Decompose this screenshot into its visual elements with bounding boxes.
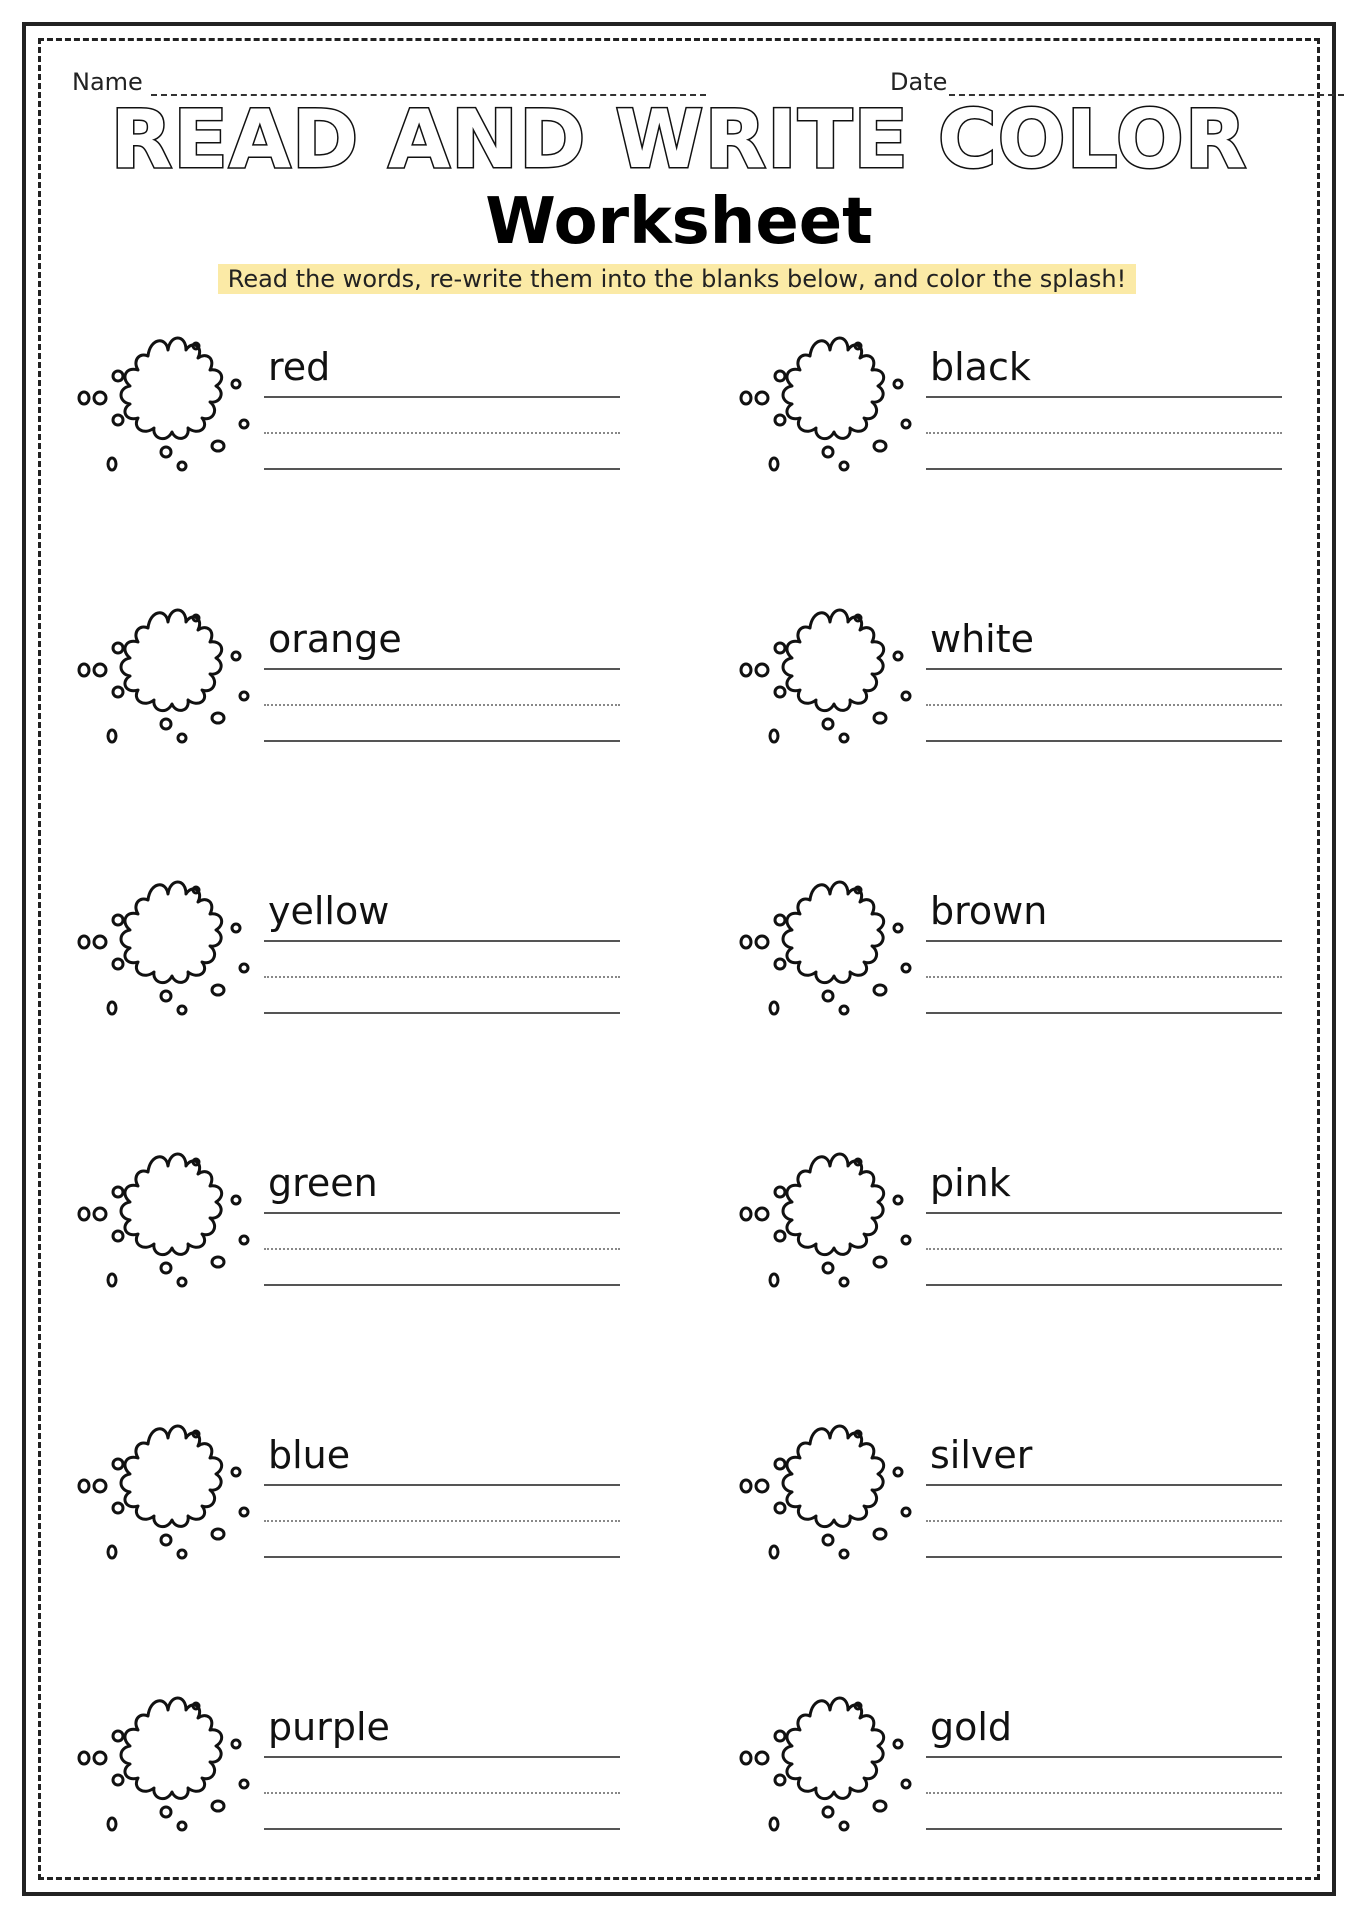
paint-splash-icon[interactable] (70, 1684, 260, 1844)
writing-line-bottom[interactable] (926, 468, 1282, 470)
writing-line-dotted[interactable] (264, 1520, 620, 1522)
color-word: gold (930, 1705, 1013, 1749)
writing-line-bottom[interactable] (264, 1284, 620, 1286)
writing-line-dotted[interactable] (264, 976, 620, 978)
writing-line-top (926, 668, 1282, 670)
writing-line-dotted[interactable] (926, 432, 1282, 434)
writing-line-top (926, 1212, 1282, 1214)
writing-line-bottom[interactable] (264, 1828, 620, 1830)
writing-line-bottom[interactable] (926, 1556, 1282, 1558)
worksheet-item (732, 1140, 1332, 1340)
color-word: silver (930, 1433, 1033, 1477)
color-word: black (930, 345, 1031, 389)
writing-line-top (926, 940, 1282, 942)
color-word: green (268, 1161, 378, 1205)
writing-line-bottom[interactable] (264, 1012, 620, 1014)
writing-line-bottom[interactable] (264, 1556, 620, 1558)
writing-line-bottom[interactable] (926, 1012, 1282, 1014)
writing-line-top (926, 1484, 1282, 1486)
writing-line-bottom[interactable] (926, 740, 1282, 742)
paint-splash-icon[interactable] (70, 1140, 260, 1300)
writing-line-dotted[interactable] (264, 704, 620, 706)
name-label: Name (72, 68, 143, 96)
color-word: brown (930, 889, 1048, 933)
writing-line-top (264, 1756, 620, 1758)
writing-line-top (264, 1212, 620, 1214)
writing-line-dotted[interactable] (926, 704, 1282, 706)
page-title: READ AND WRITE COLOR (110, 93, 1248, 186)
paint-splash-icon[interactable] (732, 324, 922, 484)
writing-line-dotted[interactable] (926, 1520, 1282, 1522)
worksheet-item (70, 596, 670, 796)
instruction-banner: Read the words, re-write them into the blanks below, and color the splash! (218, 264, 1136, 294)
color-word: yellow (268, 889, 390, 933)
writing-line-dotted[interactable] (264, 1792, 620, 1794)
color-word: white (930, 617, 1034, 661)
worksheet-item (732, 868, 1332, 1068)
writing-line-top (926, 396, 1282, 398)
worksheet-item (70, 1684, 670, 1884)
worksheet-item (70, 324, 670, 524)
paint-splash-icon[interactable] (70, 1412, 260, 1572)
paint-splash-icon[interactable] (732, 868, 922, 1028)
worksheet-item (70, 1412, 670, 1612)
paint-splash-icon[interactable] (732, 1412, 922, 1572)
writing-line-dotted[interactable] (264, 1248, 620, 1250)
color-word: pink (930, 1161, 1011, 1205)
worksheet-item (70, 1140, 670, 1340)
writing-line-top (264, 940, 620, 942)
writing-line-bottom[interactable] (264, 740, 620, 742)
date-field[interactable] (890, 68, 1344, 96)
writing-line-dotted[interactable] (926, 1792, 1282, 1794)
color-word: blue (268, 1433, 351, 1477)
paint-splash-icon[interactable] (70, 324, 260, 484)
writing-line-top (264, 668, 620, 670)
writing-line-bottom[interactable] (264, 468, 620, 470)
color-word: red (268, 345, 331, 389)
paint-splash-icon[interactable] (70, 868, 260, 1028)
paint-splash-icon[interactable] (70, 596, 260, 756)
writing-line-dotted[interactable] (926, 976, 1282, 978)
writing-line-bottom[interactable] (926, 1284, 1282, 1286)
writing-line-dotted[interactable] (264, 432, 620, 434)
paint-splash-icon[interactable] (732, 1140, 922, 1300)
writing-line-top (264, 396, 620, 398)
writing-line-bottom[interactable] (926, 1828, 1282, 1830)
page-subtitle: Worksheet (485, 185, 873, 259)
writing-line-top (926, 1756, 1282, 1758)
worksheet-item (732, 1684, 1332, 1884)
paint-splash-icon[interactable] (732, 596, 922, 756)
color-word: purple (268, 1705, 390, 1749)
writing-line-dotted[interactable] (926, 1248, 1282, 1250)
paint-splash-icon[interactable] (732, 1684, 922, 1844)
worksheet-item (732, 596, 1332, 796)
worksheet-item (732, 1412, 1332, 1612)
color-word: orange (268, 617, 402, 661)
date-label: Date (890, 68, 948, 96)
writing-line-top (264, 1484, 620, 1486)
worksheet-item (732, 324, 1332, 524)
name-field[interactable] (72, 68, 706, 96)
worksheet-item (70, 868, 670, 1068)
